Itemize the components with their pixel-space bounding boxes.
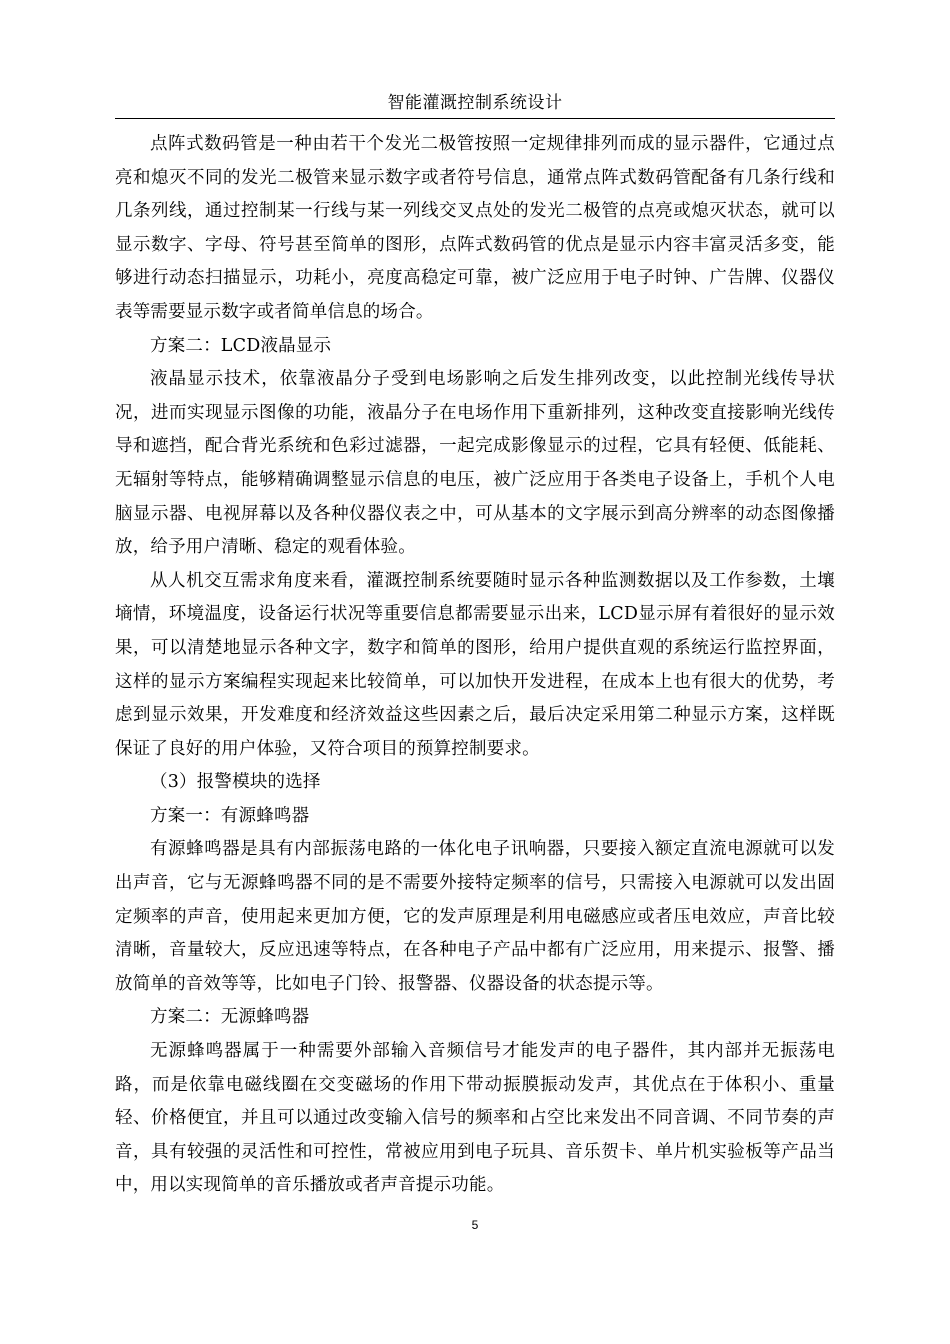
page-header — [115, 88, 835, 119]
heading-option-one-active-buzzer: 方案一：有源蜂鸣器 — [150, 805, 310, 826]
heading-option-two-lcd: 方案二：LCD液晶显示 — [150, 335, 332, 356]
page-number: 5 — [471, 1218, 479, 1232]
paragraph-passive-buzzer: 无源蜂鸣器属于一种需要外部输入音频信号才能发声的电子器件，其内部并无振荡电路，而是依靠电磁线圈在交变磁场的作用下带动振膜振动发声，其优点在于体积小、重量轻、价格便宜，并且可以通过改变输入信号的频率和占空比来发出不同音调、不同节奏的声音，具有较强的灵活性和可控性，常被应用到电子玩具、音乐贺卡、单片机实验板等产品当中，用以实现简单的音乐播放或者声音提示功能。 — [115, 1041, 835, 1196]
paragraph-active-buzzer: 有源蜂鸣器是具有内部振荡电路的一体化电子讯响器，只要接入额定直流电源就可以发出声音，它与无源蜂鸣器不同的是不需要外接特定频率的信号，只需接入电源就可以发出固定频率的声音，使用起来更加方便，它的发声原理是利用电磁感应或者压电效应，声音比较清晰，音量较大，反应迅速等特点，在各种电子产品中都有广泛应用，用来提示、报警、播放简单的音效等等，比如电子门铃、报警器、仪器设备的状态提示等。 — [115, 839, 835, 994]
header-title: 智能灌溉控制系统设计 — [387, 93, 563, 113]
heading-alarm-module: （3）报警模块的选择 — [150, 772, 321, 793]
paragraph-lcd-choice: 从人机交互需求角度来看，灌溉控制系统要随时显示各种监测数据以及工作参数，土壤墒情，环境温度，设备运行状况等重要信息都需要显示出来，LCD显示屏有着很好的显示效果，可以清楚地显示各种文字，数字和简单的图形，给用户提供直观的系统运行监控界面，这样的显示方案编程实现起来比较简单，可以加快开发进程，在成本上也有很大的优势，考虑到显示效果，开发难度和经济效益这些因素之后，最后决定采用第二种显示方案，这样既保证了良好的用户体验，又符合项目的预算控制要求。 — [115, 570, 835, 759]
paragraph-dot-matrix: 点阵式数码管是一种由若干个发光二极管按照一定规律排列而成的显示器件，它通过点亮和熄灭不同的发光二极管来显示数字或者符号信息，通常点阵式数码管配备有几条行线和几条列线，通过控制某一行线与某一列线交叉点处的发光二极管的点亮或熄灭状态，就可以显示数字、字母、符号甚至简单的图形，点阵式数码管的优点是显示内容丰富灵活多变，能够进行动态扫描显示，功耗小，亮度高稳定可靠，被广泛应用于电子时钟、广告牌、仪器仪表等需要显示数字或者简单信息的场合。 — [115, 134, 835, 322]
document-body — [115, 128, 835, 1203]
paragraph-lcd-tech: 液晶显示技术，依靠液晶分子受到电场影响之后发生排列改变，以此控制光线传导状况，进而实现显示图像的功能，液晶分子在电场作用下重新排列，这种改变直接影响光线传导和遮挡，配合背光系统和色彩过滤器，一起完成影像显示的过程，它具有轻便、低能耗、无辐射等特点，能够精确调整显示信息的电压，被广泛应用于各类电子设备上，手机个人电脑显示器、电视屏幕以及各种仪器仪表之中，可从基本的文字展示到高分辨率的动态图像播放，给予用户清晰、稳定的观看体验。 — [115, 369, 835, 558]
heading-option-two-passive-buzzer: 方案二：无源蜂鸣器 — [150, 1007, 310, 1028]
